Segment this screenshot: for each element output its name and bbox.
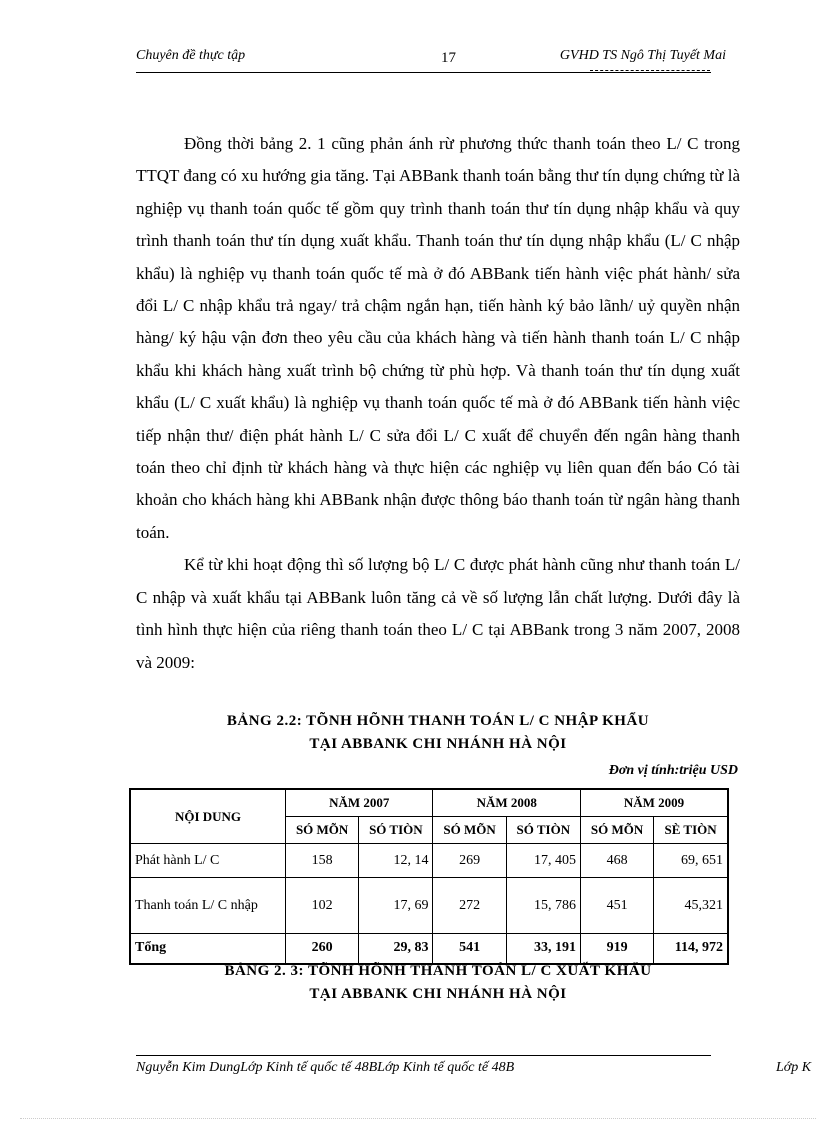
caption-line-2: TẠI ABBANK CHI NHÁNH HÀ NỘI	[309, 736, 567, 752]
page-footer	[136, 1060, 816, 1076]
unit-note: Đơn vị tính:triệu USD	[608, 763, 738, 778]
caption-line-2: TẠI ABBANK CHI NHÁNH HÀ NỘI	[309, 986, 567, 1002]
cell: 45,321	[654, 878, 728, 934]
body-text	[136, 128, 740, 679]
cell: 158	[286, 844, 359, 878]
table-total-row	[130, 934, 728, 964]
lc-import-table	[129, 788, 729, 965]
row-label: Thanh toán L/ C nhập	[130, 878, 286, 934]
bottom-dotted-line	[20, 1118, 816, 1119]
header-advisor: GVHD TS Ngô Thị Tuyết Mai	[559, 48, 726, 63]
cell: 541	[433, 934, 506, 964]
header-dash-rule	[590, 70, 710, 71]
page-header	[136, 46, 726, 68]
cell: 69, 651	[654, 844, 728, 878]
footer-rule	[136, 1055, 711, 1056]
row-label: Phát hành L/ C	[130, 844, 286, 878]
cell: 260	[286, 934, 359, 964]
cell: 12, 14	[359, 844, 433, 878]
header-content: NỘI DUNG	[130, 789, 286, 844]
header-year-2008: NĂM 2008	[433, 789, 580, 817]
paragraph-1: Đồng thời bảng 2. 1 cũng phản ánh rừ phương thức thanh toán theo L/ C trong TTQT đang có xu hướng gia tăng. Tại ABBank thanh toán bằng thư tín dụng chứng từ là nghiệp vụ thanh toán quốc tế gồm quy trình thanh toán thư tín dụng nhập khẩu và quy trình thanh toán thư tín dụng xuất khẩu. Thanh toán thư tín dụng nhập khẩu (L/ C nhập khẩu) là nghiệp vụ thanh toán quốc tế mà ở đó ABBank tiến hành việc phát hành/ sửa đổi L/ C nhập khẩu trả ngay/ trả chậm ngắn hạn, tiến hành ký bảo lãnh/ uỷ quyền nhận hàng/ ký hậu vận đơn theo yêu cầu của khách hàng và tiến hành thanh toán L/ C nhập khẩu khi khách hàng xuất trình bộ chứng từ phù hợp. Và thanh toán thư tín dụng xuất khẩu (L/ C xuất khẩu) là nghiệp vụ thanh toán quốc tế mà ở đó ABBank tiến hành việc tiếp nhận thư/ điện phát hành L/ C sửa đổi L/ C xuất để chuyển đến ngân hàng thanh toán theo chỉ định từ khách hàng và thực hiện các nghiệp vụ liên quan đến báo Có tài khoản cho khách hàng khi ABBank nhận được thông báo thanh toán từ ngân hàng thanh toán.	[136, 134, 740, 542]
subheader-amount-2008: SÓ TIÒN	[506, 817, 580, 844]
subheader-amount-2007: SÓ TIÒN	[359, 817, 433, 844]
cell: 269	[433, 844, 506, 878]
cell: 468	[580, 844, 653, 878]
header-year-2007: NĂM 2007	[286, 789, 433, 817]
table-caption-2-2	[136, 713, 740, 753]
cell: 114, 972	[654, 934, 728, 964]
header-title: Chuyên đề thực tập	[136, 48, 246, 63]
cell: 919	[580, 934, 653, 964]
row-label: Tổng	[130, 934, 286, 964]
cell: 451	[580, 878, 653, 934]
header-rule	[136, 72, 711, 73]
cell: 33, 191	[506, 934, 580, 964]
footer-author: Nguyễn Kim DungLớp Kinh tế quốc tế 48BLớp Kinh tế quốc tế 48B	[136, 1060, 515, 1075]
table-header-row	[130, 789, 728, 817]
caption-line-1: BẢNG 2.2: TÕNH HÕNH THANH TOÁN L/ C NHẬP KHẨU	[226, 713, 650, 729]
subheader-count-2009: SÓ MÕN	[580, 817, 653, 844]
cell: 272	[433, 878, 506, 934]
cell: 102	[286, 878, 359, 934]
cell: 17, 69	[359, 878, 433, 934]
header-year-2009: NĂM 2009	[580, 789, 728, 817]
table-caption-2-3	[136, 963, 740, 1003]
subheader-amount-2009: SÈ TIÒN	[654, 817, 728, 844]
cell: 15, 786	[506, 878, 580, 934]
subheader-count-2007: SÓ MÕN	[286, 817, 359, 844]
table-row	[130, 844, 728, 878]
table-row	[130, 878, 728, 934]
cell: 29, 83	[359, 934, 433, 964]
cell: 17, 405	[506, 844, 580, 878]
page-number: 17	[441, 50, 456, 66]
footer-class: Lớp K	[776, 1060, 812, 1075]
caption-line-1: BẢNG 2. 3: TÕNH HÕNH THANH TOÁN L/ C XUẤT KHẨU	[224, 963, 652, 979]
subheader-count-2008: SÓ MÕN	[433, 817, 506, 844]
paragraph-2: Kể từ khi hoạt động thì số lượng bộ L/ C được phát hành cũng như thanh toán L/ C nhập và xuất khẩu tại ABBank luôn tăng cả về số lượng lẫn chất lượng. Dưới đây là tình hình thực hiện của riêng thanh toán theo L/ C tại ABBank trong 3 năm 2007, 2008 và 2009:	[136, 555, 740, 672]
